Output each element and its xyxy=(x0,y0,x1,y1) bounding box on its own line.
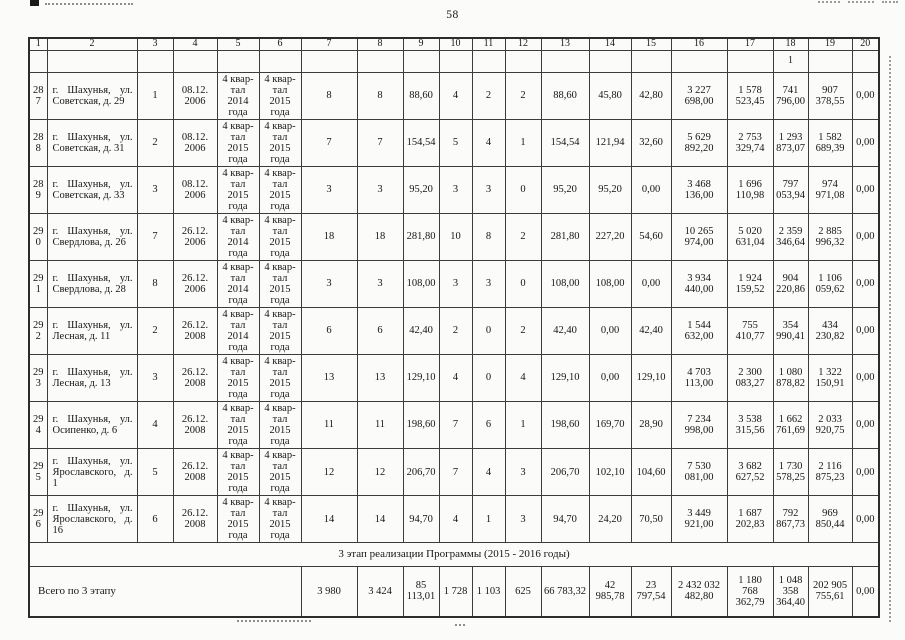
quarter-cell: 4 квар- тал 2015 года xyxy=(217,449,259,496)
scan-artifact-dots-topright xyxy=(882,1,898,3)
address-cell: г. Шахунья, ул. Осипенко, д. 6 xyxy=(47,401,137,448)
value-cell: 129,10 xyxy=(403,354,439,401)
subheader-cell-1 xyxy=(29,50,47,72)
value-cell: 8 xyxy=(357,72,403,119)
table-row xyxy=(29,496,879,543)
value-cell: 169,70 xyxy=(589,401,631,448)
subheader-cell-7 xyxy=(301,50,357,72)
date-cell: 08.12. 2006 xyxy=(173,166,217,213)
value-cell: 0 xyxy=(505,166,541,213)
value-cell: 281,80 xyxy=(403,213,439,260)
value-cell: 88,60 xyxy=(541,72,589,119)
row-number-cell: 29 5 xyxy=(29,449,47,496)
total-value-cell: 1 728 xyxy=(439,567,472,617)
quarter-cell: 4 квар- тал 2015 года xyxy=(259,119,301,166)
total-value-cell: 3 980 xyxy=(301,567,357,617)
column-number-9: 9 xyxy=(403,38,439,50)
value-cell: 6 xyxy=(357,307,403,354)
value-cell: 354 990,41 xyxy=(773,307,808,354)
subheader-row xyxy=(29,50,879,72)
total-value-cell: 85 113,01 xyxy=(403,567,439,617)
value-cell: 1 696 110,98 xyxy=(727,166,773,213)
scan-artifact-blob xyxy=(30,0,39,6)
value-cell: 1 293 873,07 xyxy=(773,119,808,166)
value-cell: 1 322 150,91 xyxy=(808,354,852,401)
column-number-17: 17 xyxy=(727,38,773,50)
value-cell: 3 xyxy=(301,166,357,213)
column-number-1: 1 xyxy=(29,38,47,50)
value-cell: 0 xyxy=(472,307,505,354)
address-cell: г. Шахунья, ул. Лесная, д. 13 xyxy=(47,354,137,401)
value-cell: 0,00 xyxy=(852,354,879,401)
total-value-cell: 66 783,32 xyxy=(541,567,589,617)
value-cell: 108,00 xyxy=(403,260,439,307)
value-cell: 5 020 631,04 xyxy=(727,213,773,260)
value-cell: 3 227 698,00 xyxy=(671,72,727,119)
value-cell: 104,60 xyxy=(631,449,671,496)
subheader-cell-12 xyxy=(505,50,541,72)
value-cell: 792 867,73 xyxy=(773,496,808,543)
quarter-cell: 4 квар- тал 2015 года xyxy=(259,166,301,213)
subheader-cell-11 xyxy=(472,50,505,72)
value-cell: 95,20 xyxy=(541,166,589,213)
quarter-cell: 4 квар- тал 2015 года xyxy=(259,72,301,119)
date-cell: 26.12. 2008 xyxy=(173,307,217,354)
table-row xyxy=(29,119,879,166)
value-cell: 1 578 523,45 xyxy=(727,72,773,119)
value-cell: 974 971,08 xyxy=(808,166,852,213)
value-cell: 3 xyxy=(137,166,173,213)
value-cell: 2 033 920,75 xyxy=(808,401,852,448)
value-cell: 42,80 xyxy=(631,72,671,119)
date-cell: 08.12. 2006 xyxy=(173,119,217,166)
value-cell: 0,00 xyxy=(852,119,879,166)
value-cell: 2 885 996,32 xyxy=(808,213,852,260)
total-value-cell: 1 180 768 362,79 xyxy=(727,567,773,617)
value-cell: 0,00 xyxy=(852,449,879,496)
value-cell: 2 753 329,74 xyxy=(727,119,773,166)
value-cell: 7 xyxy=(301,119,357,166)
subheader-cell-13 xyxy=(541,50,589,72)
value-cell: 5 xyxy=(439,119,472,166)
value-cell: 3 682 627,52 xyxy=(727,449,773,496)
row-number-cell: 28 7 xyxy=(29,72,47,119)
scan-artifact-dots-bottom xyxy=(237,620,311,622)
subheader-cell-15 xyxy=(631,50,671,72)
table-row xyxy=(29,166,879,213)
value-cell: 4 xyxy=(505,354,541,401)
value-cell: 88,60 xyxy=(403,72,439,119)
value-cell: 0,00 xyxy=(852,72,879,119)
value-cell: 2 xyxy=(137,307,173,354)
value-cell: 18 xyxy=(357,213,403,260)
row-number-cell: 29 4 xyxy=(29,401,47,448)
value-cell: 206,70 xyxy=(541,449,589,496)
column-number-16: 16 xyxy=(671,38,727,50)
value-cell: 3 xyxy=(439,166,472,213)
table-row xyxy=(29,260,879,307)
quarter-cell: 4 квар- тал 2015 года xyxy=(259,496,301,543)
row-number-cell: 29 6 xyxy=(29,496,47,543)
value-cell: 24,20 xyxy=(589,496,631,543)
total-value-cell: 625 xyxy=(505,567,541,617)
value-cell: 0,00 xyxy=(631,260,671,307)
subheader-cell-6 xyxy=(259,50,301,72)
value-cell: 1 080 878,82 xyxy=(773,354,808,401)
subheader-cell-14 xyxy=(589,50,631,72)
value-cell: 1 924 159,52 xyxy=(727,260,773,307)
subheader-cell-5 xyxy=(217,50,259,72)
row-number-cell: 29 1 xyxy=(29,260,47,307)
column-number-19: 19 xyxy=(808,38,852,50)
value-cell: 1 xyxy=(505,401,541,448)
program-stage-table xyxy=(28,37,880,618)
value-cell: 0 xyxy=(472,354,505,401)
value-cell: 0,00 xyxy=(852,166,879,213)
totals-row xyxy=(29,567,879,617)
column-number-12: 12 xyxy=(505,38,541,50)
value-cell: 8 xyxy=(472,213,505,260)
quarter-cell: 4 квар- тал 2015 года xyxy=(217,401,259,448)
scan-artifact-page-edge xyxy=(889,56,891,622)
column-number-18: 18 xyxy=(773,38,808,50)
value-cell: 3 xyxy=(357,260,403,307)
address-cell: г. Шахунья, ул. Свердлова, д. 26 xyxy=(47,213,137,260)
value-cell: 1 xyxy=(505,119,541,166)
value-cell: 18 xyxy=(301,213,357,260)
value-cell: 2 xyxy=(505,72,541,119)
address-cell: г. Шахунья, ул. Лесная, д. 11 xyxy=(47,307,137,354)
column-number-8: 8 xyxy=(357,38,403,50)
value-cell: 94,70 xyxy=(541,496,589,543)
value-cell: 3 xyxy=(472,166,505,213)
value-cell: 206,70 xyxy=(403,449,439,496)
stage-banner-row xyxy=(29,543,879,567)
date-cell: 26.12. 2006 xyxy=(173,260,217,307)
value-cell: 121,94 xyxy=(589,119,631,166)
address-cell: г. Шахунья, ул. Советская, д. 33 xyxy=(47,166,137,213)
value-cell: 70,50 xyxy=(631,496,671,543)
value-cell: 1 662 761,69 xyxy=(773,401,808,448)
row-number-cell: 28 8 xyxy=(29,119,47,166)
quarter-cell: 4 квар- тал 2015 года xyxy=(217,166,259,213)
date-cell: 26.12. 2008 xyxy=(173,401,217,448)
total-value-cell: 1 048 358 364,40 xyxy=(773,567,808,617)
value-cell: 0,00 xyxy=(852,260,879,307)
value-cell: 54,60 xyxy=(631,213,671,260)
subheader-cell-3 xyxy=(137,50,173,72)
value-cell: 3 xyxy=(439,260,472,307)
date-cell: 08.12. 2006 xyxy=(173,72,217,119)
subheader-cell-10 xyxy=(439,50,472,72)
column-number-14: 14 xyxy=(589,38,631,50)
total-value-cell: 23 797,54 xyxy=(631,567,671,617)
value-cell: 8 xyxy=(137,260,173,307)
value-cell: 0 xyxy=(505,260,541,307)
scan-artifact-dots-bottom xyxy=(455,624,465,626)
value-cell: 4 703 113,00 xyxy=(671,354,727,401)
column-number-3: 3 xyxy=(137,38,173,50)
value-cell: 4 xyxy=(472,119,505,166)
total-value-cell: 1 103 xyxy=(472,567,505,617)
value-cell: 907 378,55 xyxy=(808,72,852,119)
total-value-cell: 0,00 xyxy=(852,567,879,617)
address-cell: г. Шахунья, ул. Ярославского, д. 1 xyxy=(47,449,137,496)
value-cell: 108,00 xyxy=(589,260,631,307)
value-cell: 0,00 xyxy=(852,496,879,543)
value-cell: 108,00 xyxy=(541,260,589,307)
value-cell: 12 xyxy=(301,449,357,496)
value-cell: 3 xyxy=(505,449,541,496)
value-cell: 42,40 xyxy=(403,307,439,354)
column-number-5: 5 xyxy=(217,38,259,50)
value-cell: 129,10 xyxy=(631,354,671,401)
value-cell: 2 359 346,64 xyxy=(773,213,808,260)
value-cell: 0,00 xyxy=(589,307,631,354)
date-cell: 26.12. 2008 xyxy=(173,449,217,496)
value-cell: 0,00 xyxy=(631,166,671,213)
value-cell: 13 xyxy=(357,354,403,401)
value-cell: 10 xyxy=(439,213,472,260)
total-value-cell: 2 432 032 482,80 xyxy=(671,567,727,617)
value-cell: 2 xyxy=(505,307,541,354)
subheader-cell-4 xyxy=(173,50,217,72)
value-cell: 198,60 xyxy=(541,401,589,448)
value-cell: 969 850,44 xyxy=(808,496,852,543)
value-cell: 4 xyxy=(439,354,472,401)
value-cell: 3 538 315,56 xyxy=(727,401,773,448)
value-cell: 434 230,82 xyxy=(808,307,852,354)
value-cell: 7 xyxy=(439,401,472,448)
value-cell: 6 xyxy=(301,307,357,354)
quarter-cell: 4 квар- тал 2015 года xyxy=(217,119,259,166)
value-cell: 4 xyxy=(472,449,505,496)
quarter-cell: 4 квар- тал 2015 года xyxy=(259,354,301,401)
quarter-cell: 4 квар- тал 2014 года xyxy=(217,72,259,119)
value-cell: 28,90 xyxy=(631,401,671,448)
total-value-cell: 202 905 755,61 xyxy=(808,567,852,617)
value-cell: 13 xyxy=(301,354,357,401)
value-cell: 102,10 xyxy=(589,449,631,496)
stage-banner: 3 этап реализации Программы (2015 - 2016 годы) xyxy=(29,543,879,567)
quarter-cell: 4 квар- тал 2015 года xyxy=(259,260,301,307)
value-cell: 2 xyxy=(137,119,173,166)
value-cell: 3 xyxy=(357,166,403,213)
value-cell: 95,20 xyxy=(589,166,631,213)
value-cell: 7 xyxy=(439,449,472,496)
value-cell: 4 xyxy=(137,401,173,448)
column-number-6: 6 xyxy=(259,38,301,50)
value-cell: 12 xyxy=(357,449,403,496)
value-cell: 5 xyxy=(137,449,173,496)
scan-artifact-dots-topright xyxy=(848,1,874,3)
value-cell: 2 xyxy=(472,72,505,119)
value-cell: 95,20 xyxy=(403,166,439,213)
value-cell: 154,54 xyxy=(403,119,439,166)
value-cell: 2 300 083,27 xyxy=(727,354,773,401)
value-cell: 7 xyxy=(137,213,173,260)
value-cell: 94,70 xyxy=(403,496,439,543)
column-number-row xyxy=(29,38,879,50)
value-cell: 2 xyxy=(439,307,472,354)
value-cell: 7 530 081,00 xyxy=(671,449,727,496)
value-cell: 10 265 974,00 xyxy=(671,213,727,260)
value-cell: 4 xyxy=(439,496,472,543)
subheader-cell-20 xyxy=(852,50,879,72)
quarter-cell: 4 квар- тал 2015 года xyxy=(259,401,301,448)
row-number-cell: 29 2 xyxy=(29,307,47,354)
row-number-cell: 29 0 xyxy=(29,213,47,260)
row-number-cell: 28 9 xyxy=(29,166,47,213)
value-cell: 1 xyxy=(472,496,505,543)
page-number: 58 xyxy=(446,9,459,21)
value-cell: 4 xyxy=(439,72,472,119)
column-number-10: 10 xyxy=(439,38,472,50)
value-cell: 281,80 xyxy=(541,213,589,260)
value-cell: 14 xyxy=(357,496,403,543)
value-cell: 0,00 xyxy=(852,307,879,354)
value-cell: 741 796,00 xyxy=(773,72,808,119)
address-cell: г. Шахунья, ул. Советская, д. 31 xyxy=(47,119,137,166)
quarter-cell: 4 квар- тал 2015 года xyxy=(259,449,301,496)
value-cell: 11 xyxy=(301,401,357,448)
value-cell: 3 xyxy=(505,496,541,543)
value-cell: 14 xyxy=(301,496,357,543)
value-cell: 198,60 xyxy=(403,401,439,448)
quarter-cell: 4 квар- тал 2014 года xyxy=(217,307,259,354)
value-cell: 32,60 xyxy=(631,119,671,166)
value-cell: 3 449 921,00 xyxy=(671,496,727,543)
address-cell: г. Шахунья, ул. Советская, д. 29 xyxy=(47,72,137,119)
subheader-cell-2 xyxy=(47,50,137,72)
value-cell: 154,54 xyxy=(541,119,589,166)
table-row xyxy=(29,213,879,260)
column-number-15: 15 xyxy=(631,38,671,50)
value-cell: 11 xyxy=(357,401,403,448)
address-cell: г. Шахунья, ул. Свердлова, д. 28 xyxy=(47,260,137,307)
value-cell: 5 629 892,20 xyxy=(671,119,727,166)
date-cell: 26.12. 2008 xyxy=(173,496,217,543)
scan-artifact-dots-topright xyxy=(818,1,840,3)
scan-artifact-dots-topleft xyxy=(45,3,133,5)
table-row xyxy=(29,401,879,448)
value-cell: 129,10 xyxy=(541,354,589,401)
column-number-4: 4 xyxy=(173,38,217,50)
value-cell: 227,20 xyxy=(589,213,631,260)
value-cell: 3 xyxy=(301,260,357,307)
column-number-13: 13 xyxy=(541,38,589,50)
quarter-cell: 4 квар- тал 2015 года xyxy=(259,213,301,260)
table-row xyxy=(29,449,879,496)
value-cell: 1 730 578,25 xyxy=(773,449,808,496)
value-cell: 1 687 202,83 xyxy=(727,496,773,543)
value-cell: 755 410,77 xyxy=(727,307,773,354)
value-cell: 3 468 136,00 xyxy=(671,166,727,213)
quarter-cell: 4 квар- тал 2015 года xyxy=(217,496,259,543)
value-cell: 1 106 059,62 xyxy=(808,260,852,307)
row-number-cell: 29 3 xyxy=(29,354,47,401)
value-cell: 3 xyxy=(137,354,173,401)
date-cell: 26.12. 2006 xyxy=(173,213,217,260)
address-cell: г. Шахунья, ул. Ярославского, д. 16 xyxy=(47,496,137,543)
value-cell: 6 xyxy=(472,401,505,448)
value-cell: 42,40 xyxy=(631,307,671,354)
subheader-cell-9 xyxy=(403,50,439,72)
date-cell: 26.12. 2008 xyxy=(173,354,217,401)
table-row xyxy=(29,72,879,119)
value-cell: 1 582 689,39 xyxy=(808,119,852,166)
value-cell: 3 934 440,00 xyxy=(671,260,727,307)
value-cell: 2 116 875,23 xyxy=(808,449,852,496)
value-cell: 0,00 xyxy=(589,354,631,401)
value-cell: 797 053,94 xyxy=(773,166,808,213)
subheader-cell-17 xyxy=(727,50,773,72)
value-cell: 0,00 xyxy=(852,401,879,448)
quarter-cell: 4 квар- тал 2014 года xyxy=(217,213,259,260)
value-cell: 8 xyxy=(301,72,357,119)
value-cell: 1 xyxy=(137,72,173,119)
table-row xyxy=(29,354,879,401)
value-cell: 904 220,86 xyxy=(773,260,808,307)
value-cell: 7 xyxy=(357,119,403,166)
subheader-cell-19 xyxy=(808,50,852,72)
column-number-11: 11 xyxy=(472,38,505,50)
total-value-cell: 3 424 xyxy=(357,567,403,617)
value-cell: 6 xyxy=(137,496,173,543)
total-value-cell: 42 985,78 xyxy=(589,567,631,617)
subheader-cell-8 xyxy=(357,50,403,72)
quarter-cell: 4 квар- тал 2015 года xyxy=(217,354,259,401)
subheader-cell-16 xyxy=(671,50,727,72)
column-number-7: 7 xyxy=(301,38,357,50)
value-cell: 45,80 xyxy=(589,72,631,119)
totals-label: Всего по 3 этапу xyxy=(29,567,301,617)
value-cell: 2 xyxy=(505,213,541,260)
value-cell: 1 544 632,00 xyxy=(671,307,727,354)
table-row xyxy=(29,307,879,354)
quarter-cell: 4 квар- тал 2015 года xyxy=(259,307,301,354)
value-cell: 0,00 xyxy=(852,213,879,260)
value-cell: 7 234 998,00 xyxy=(671,401,727,448)
column-number-2: 2 xyxy=(47,38,137,50)
quarter-cell: 4 квар- тал 2014 года xyxy=(217,260,259,307)
value-cell: 42,40 xyxy=(541,307,589,354)
value-cell: 3 xyxy=(472,260,505,307)
column-number-20: 20 xyxy=(852,38,879,50)
subheader-cell-18: 1 xyxy=(773,50,808,72)
